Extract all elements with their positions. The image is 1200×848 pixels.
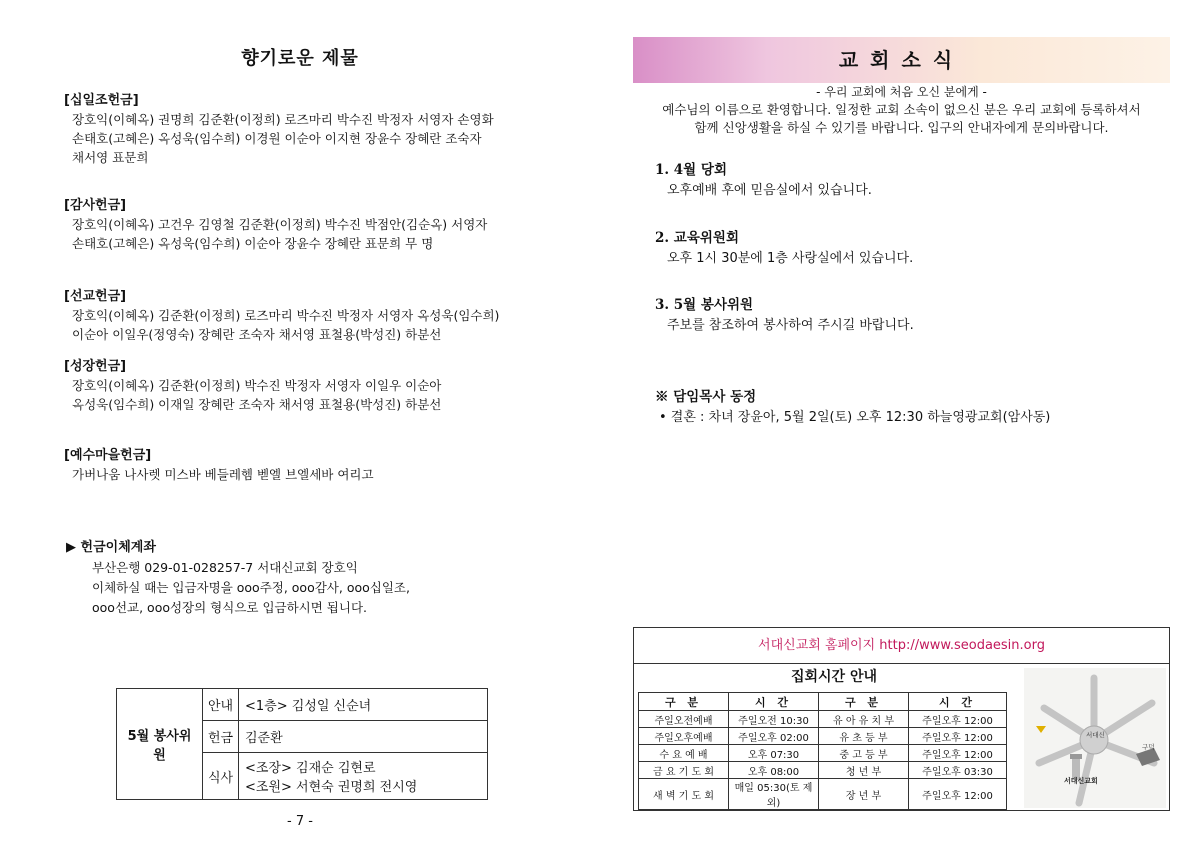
table-header-row (639, 693, 1007, 711)
news-item (655, 295, 1165, 337)
column-header: 구 분 (639, 693, 729, 711)
offering-tithe (64, 92, 564, 167)
banner-title: 교회소식 (838, 48, 965, 72)
table-cell: 주일오후 12:00 (909, 728, 1007, 745)
right-page (600, 0, 1200, 848)
table-cell: 주일오후 12:00 (909, 745, 1007, 762)
offering-line: 채서영 표문희 (72, 150, 149, 165)
bank-transfer-line: 이체하실 때는 입금자명을 ooo주정, ooo감사, ooo십일조, (92, 580, 410, 595)
offering-title: [성장헌금] (64, 359, 127, 374)
offering-line: 장호익(이혜옥) 권명희 김준환(이정희) 로즈마리 박수진 박정자 서영자 손영화 (72, 112, 494, 127)
news-body: 오후 1시 30분에 1층 사랑실에서 있습니다. (667, 251, 914, 266)
bank-transfer-line: 부산은행 029-01-028257-7 서대신교회 장호익 (92, 560, 358, 575)
volunteer-names: <조장> 김재순 김현로 (245, 761, 376, 776)
table-row (639, 762, 1007, 779)
page-title: 향기로운 제물 (241, 48, 359, 69)
table-row (639, 711, 1007, 728)
volunteer-category: 안내 (203, 689, 239, 721)
church-location-map (1024, 668, 1166, 808)
table-cell: 수 요 예 배 (639, 745, 729, 762)
table-row (639, 779, 1007, 810)
table-cell: 오후 08:00 (729, 762, 819, 779)
table-cell: 중 고 등 부 (819, 745, 909, 762)
table-row (639, 745, 1007, 762)
welcome-message (633, 101, 1170, 137)
map-label: 서대신 (1086, 731, 1105, 739)
homepage-link[interactable]: 서대신교회 홈페이지 http://www.seodaesin.org (634, 628, 1169, 664)
table-cell: 매일 05:30(토 제외) (729, 779, 819, 810)
page-number: - 7 - (287, 814, 313, 829)
news-title: 2. 교육위원회 (655, 230, 739, 246)
bank-transfer-title: ▶ 헌금이체계좌 (66, 540, 156, 555)
offering-growth (64, 358, 564, 414)
offering-line: 손태호(고혜은) 옥성욱(임수희) 이경원 이순아 이지현 장윤수 장혜란 조숙자 (72, 131, 482, 146)
news-title: 3. 5월 봉사위원 (655, 297, 754, 313)
welcome-line: 함께 신앙생활을 하실 수 있기를 바랍니다. 입구의 안내자에게 문의바랍니다. (694, 120, 1109, 135)
news-item (655, 228, 1165, 270)
welcome-line: 예수님의 이름으로 환영합니다. 일정한 교회 소속이 없으신 분은 우리 교회에 등록하셔서 (662, 102, 1141, 117)
offering-title: [십일조헌금] (64, 93, 139, 108)
volunteer-names-cell (239, 753, 488, 800)
table-cell: 장 년 부 (819, 779, 909, 810)
offering-line: 가버나움 나사렛 미스바 베들레헴 벧엘 브엘세바 여리고 (72, 467, 374, 482)
offering-thanks (64, 197, 564, 253)
volunteer-category: 식사 (203, 753, 239, 800)
offering-title: [감사헌금] (64, 198, 127, 213)
volunteer-names: <1층> 김성일 신순녀 (239, 689, 488, 721)
column-header: 시 간 (729, 693, 819, 711)
offering-line: 장호익(이혜옥) 김준환(이정희) 로즈마리 박수진 박정자 서영자 옥성욱(임수희) (72, 308, 500, 323)
volunteer-table (116, 688, 488, 800)
table-cell: 주일오전예배 (639, 711, 729, 728)
table-cell: 주일오후예배 (639, 728, 729, 745)
map-label: 구덕 (1142, 743, 1155, 751)
table-cell: 유 아 유 치 부 (819, 711, 909, 728)
table-row (639, 728, 1007, 745)
welcome-heading: - 우리 교회에 처음 오신 분에게 - (816, 85, 987, 99)
map-label: 서대신교회 (1064, 777, 1098, 785)
table-cell: 주일오후 12:00 (909, 779, 1007, 810)
column-header: 구 분 (819, 693, 909, 711)
news-body: 오후예배 후에 믿음실에서 있습니다. (667, 183, 872, 198)
news-title: ※ 담임목사 동정 (655, 389, 757, 405)
offering-mission (64, 288, 564, 344)
offering-line: 장호익(이혜옥) 김준환(이정희) 박수진 박정자 서영자 이일우 이순아 (72, 378, 442, 393)
table-cell: 주일오후 02:00 (729, 728, 819, 745)
volunteer-names: 김준환 (239, 721, 488, 753)
service-info-box (633, 627, 1170, 811)
news-title: 1. 4월 당회 (655, 162, 728, 178)
service-schedule-table (638, 692, 1007, 810)
table-row (117, 689, 488, 721)
table-cell: 주일오후 03:30 (909, 762, 1007, 779)
volunteer-header: 5월 봉사위원 (117, 689, 203, 800)
offering-village (64, 447, 564, 484)
offering-line: 장호익(이혜옥) 고건우 김영철 김준환(이정희) 박수진 박점안(김순옥) 서영자 (72, 217, 488, 232)
bank-transfer-info (66, 538, 566, 618)
news-banner (633, 37, 1170, 83)
news-body: 주보를 참조하여 봉사하여 주시길 바랍니다. (667, 318, 914, 333)
news-item (655, 160, 1165, 202)
schedule-title: 집회시간 안내 (790, 669, 878, 685)
news-body: • 결혼 : 차녀 장윤아, 5월 2일(토) 오후 12:30 하늘영광교회(암사동) (659, 410, 1051, 425)
table-cell: 주일오후 12:00 (909, 711, 1007, 728)
offering-title: [선교헌금] (64, 289, 127, 304)
table-cell: 청 년 부 (819, 762, 909, 779)
table-cell: 유 초 등 부 (819, 728, 909, 745)
offering-line: 옥성욱(임수희) 이재일 장혜란 조숙자 채서영 표철용(박성진) 하분선 (72, 397, 442, 412)
offering-line: 이순아 이일우(정영숙) 장혜란 조숙자 채서영 표철용(박성진) 하분선 (72, 327, 442, 342)
table-cell: 금 요 기 도 회 (639, 762, 729, 779)
offering-line: 손태호(고혜은) 옥성욱(임수희) 이순아 장윤수 장혜란 표문희 무 명 (72, 236, 434, 251)
table-cell: 오후 07:30 (729, 745, 819, 762)
pastor-news (655, 387, 1165, 429)
bank-transfer-line: ooo선교, ooo성장의 형식으로 입금하시면 됩니다. (92, 600, 368, 615)
table-cell: 주일오전 10:30 (729, 711, 819, 728)
table-cell: 새 벽 기 도 회 (639, 779, 729, 810)
column-header: 시 간 (909, 693, 1007, 711)
offering-title: [예수마을헌금] (64, 448, 152, 463)
volunteer-names: <조원> 서현숙 권명희 전시영 (245, 780, 418, 795)
volunteer-category: 헌금 (203, 721, 239, 753)
